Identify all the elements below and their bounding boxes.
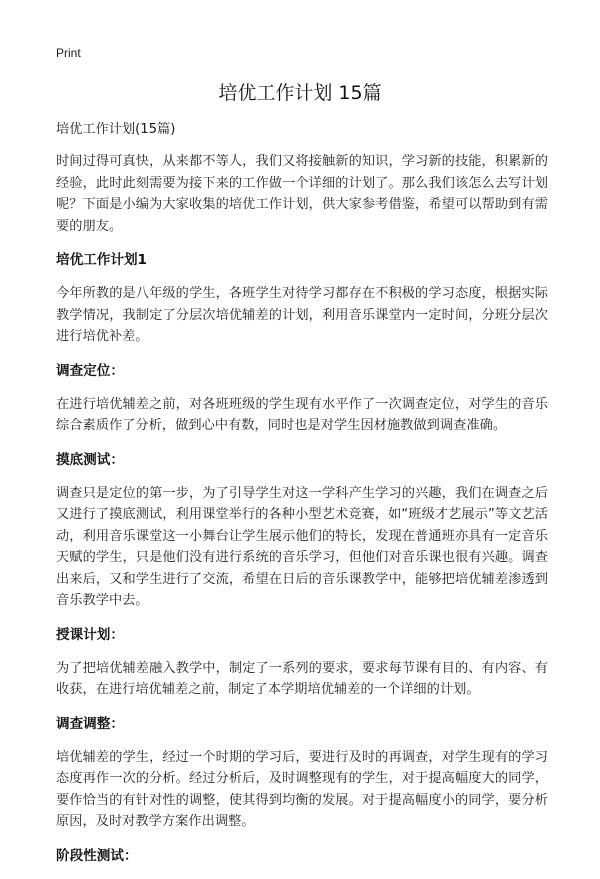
survey-paragraph: 在进行培优辅差之前，对各班班级的学生现有水平作了一次调查定位，对学生的音乐综合素质作了分析，做到心中有数，同时也是对学生因材施教做到调查准确。: [56, 396, 548, 433]
section-heading-teaching-plan: 授课计划：: [56, 626, 124, 643]
adjustment-paragraph: 培优辅差的学生，经过一个时期的学习后，要进行及时的再调查，对学生现有的学习态度再作一次的分析。经过分析后，及时调整现有的学生，对于提高幅度大的同学，要作恰当的有针对性的调整，使其得到均衡的发展。对于提高幅度小的同学，要分析原因，及时对教学方案作出调整。: [56, 749, 548, 829]
print-link[interactable]: Print: [56, 46, 81, 60]
intro-paragraph: 时间过得可真快，从来都不等人，我们又将接触新的知识，学习新的技能，积累新的经验，此时此刻需要为接下来的工作做一个详细的计划了。那么我们该怎么去写计划呢？下面是小编为大家收集的培优工作计划，供大家参考借鉴，希望可以帮助到有需要的朋友。: [56, 154, 548, 234]
plan-1-paragraph: 今年所教的是八年级的学生，各班学生对待学习都存在不积极的学习态度，根据实际教学情况，我制定了分层次培优辅差的计划，利用音乐课堂内一定时间，分班分层次进行培优补差。: [56, 286, 548, 344]
section-heading-survey: 调查定位：: [56, 362, 124, 379]
section-heading-stage-test: 阶段性测试：: [56, 847, 138, 864]
teaching-plan-paragraph: 为了把培优辅差融入教学中，制定了一系列的要求，要求每节课有目的、有内容、有收获，在进行培优辅差之前，制定了本学期培优辅差的一个详细的计划。: [56, 660, 548, 697]
baseline-test-paragraph: 调查只是定位的第一步，为了引导学生对这一学科产生学习的兴趣，我们在调查之后又进行了摸底测试，利用课堂举行的各种小型艺术竞赛，如“班级才艺展示”等文艺活动，利用音乐课堂这一小舞台让学生展示他们的特长，发现在普通班亦具有一定音乐天赋的学生，只是他们没有进行系统的音乐学习，但他们对音乐课也很有兴趣。调查出来后，又和学生进行了交流，希望在日后的音乐课教学中，能够把培优辅差渗透到音乐教学中去。: [56, 485, 548, 608]
section-heading-plan-1: 培优工作计划1: [56, 252, 148, 268]
section-heading-baseline-test: 摸底测试：: [56, 451, 124, 468]
document-title: 培优工作计划 15篇: [218, 82, 382, 104]
document-subtitle: 培优工作计划(15篇): [56, 122, 176, 137]
section-heading-adjustment: 调查调整：: [56, 715, 124, 732]
document-body: [56, 120, 548, 879]
